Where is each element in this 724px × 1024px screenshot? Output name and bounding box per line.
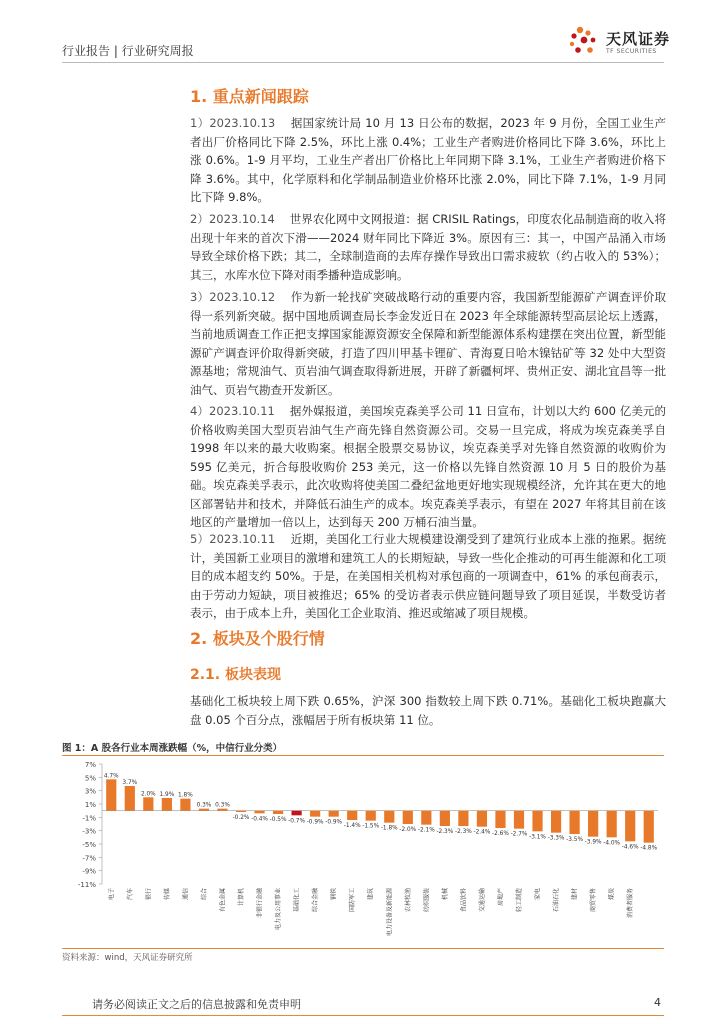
bar xyxy=(625,811,635,842)
bar xyxy=(384,811,394,823)
data-label: 1.8% xyxy=(178,792,193,799)
news-date: 4）2023.10.11 xyxy=(190,404,275,418)
figure-source: 资料来源：wind，天风证券研究所 xyxy=(62,953,193,963)
bar xyxy=(236,811,246,812)
x-tick-label: 传媒 xyxy=(163,888,171,901)
x-tick-label: 钢铁 xyxy=(330,888,338,901)
section-1-title: 1. 重点新闻跟踪 xyxy=(190,87,309,106)
figure-bottom-rule xyxy=(62,948,664,949)
bar xyxy=(347,811,357,820)
x-tick-label: 轻工制造 xyxy=(516,888,523,913)
bar xyxy=(125,786,135,811)
news-date: 5）2023.10.11 xyxy=(190,532,276,546)
x-tick-label: 商贸零售 xyxy=(590,888,598,913)
bar xyxy=(106,779,116,810)
news-item-5 xyxy=(190,530,666,623)
news-text: 作为新一轮找矿突破战略行动的重要内容，我国新型能源矿产调查评价取得一系列新突破。据中国地质调查局长李金发近日在 2023 年全球能源转型高层论坛上透露，当前地质调查工作正把支撑国家能源资源安全保障和新型能源体系构建摆在突出位置，新型能源矿产调查评价取得新突破，打造了四川甲基卡锂矿、青海夏日哈木镍钴矿等 32 处中大型资源基地；常规油气、页岩油气调查取得新进展，开辟了新疆柯坪、贵州正安、湖北宜昌等一批油气、页岩气勘查开发新区。 xyxy=(190,290,667,397)
data-label: -3.5% xyxy=(566,837,584,843)
bar xyxy=(607,811,617,838)
bar xyxy=(199,809,209,811)
page-header xyxy=(0,0,724,70)
bar xyxy=(440,811,450,826)
footer-divider xyxy=(62,1015,664,1016)
x-tick-label: 石油石化 xyxy=(553,888,561,913)
data-label: -1.5% xyxy=(362,823,380,830)
bar xyxy=(421,811,431,825)
section-2-summary: 基础化工板块较上周下跌 0.65%，沪深 300 指数较上周下跌 0.71%。基础化工板块跑赢大盘 0.05 个百分点，涨幅居于所有板块第 11 位。 xyxy=(190,694,666,727)
data-label: -2.3% xyxy=(436,829,454,835)
bar xyxy=(532,811,542,832)
data-label: 0.3% xyxy=(196,802,212,809)
news-text: 世界农化网中文网报道：据 CRISIL Ratings，印度农化品制造商的收入将出现十年来的首次下滑——2024 财年同比下降近 3%。原因有三：其一，中国产品涌入市场导致全球价格下跌；其二，全球制造商的去库存操作导致出口需求疲软（约占收入的 53%）；其三，水库水位下降对雨季播种造成影响。 xyxy=(190,212,666,282)
header-divider xyxy=(62,62,664,63)
bar xyxy=(366,811,376,821)
bar xyxy=(273,811,283,814)
data-label: -4.8% xyxy=(640,845,658,852)
data-label: -0.9% xyxy=(306,819,324,826)
data-label: 3.7% xyxy=(122,780,138,786)
x-tick-label: 汽车 xyxy=(126,888,134,901)
x-tick-label: 银行 xyxy=(145,888,153,901)
x-tick-label: 交通运输 xyxy=(478,888,486,913)
data-label: -4.0% xyxy=(603,840,621,847)
x-tick-label: 通信 xyxy=(182,888,190,901)
x-tick-label: 综合 xyxy=(200,888,208,901)
data-label: -2.0% xyxy=(399,827,417,833)
report-type-label: 行业报告 | 行业研究周报 xyxy=(62,44,194,58)
x-tick-label: 电子 xyxy=(108,888,116,901)
data-label: -3.9% xyxy=(584,839,602,846)
x-tick-label: 有色金属 xyxy=(219,888,227,913)
x-tick-label: 非银行金融 xyxy=(256,888,264,919)
x-tick-label: 计算机 xyxy=(238,888,245,907)
news-text: 近期，美国化工行业大规模建设潮受到了建筑行业成本上涨的拖累。据统计，美国新工业项目的激增和建筑工人的长期短缺，导致一些化企推动的可再生能源和化工项目的成本超支约 50%。于是，在美国相关机构对承包商的一项调查中，61% 的承包商表示，由于劳动力短缺，项目被推迟；65% 的受访者表示供应链问题导致了项目延误，半数受访者表示，由于成本上升，美国化工企业取消、推迟或缩减了项目规模。 xyxy=(190,532,667,620)
data-label: -0.9% xyxy=(325,819,343,826)
data-label: -0.4% xyxy=(251,816,268,823)
news-date: 3）2023.10.12 xyxy=(190,290,276,304)
x-tick-label: 综合金融 xyxy=(312,888,320,913)
page-number: 4 xyxy=(654,996,661,1009)
logo-subtext: TF SECURITIES xyxy=(606,48,657,55)
bar xyxy=(143,797,153,810)
x-tick-label: 基础化工 xyxy=(293,888,301,913)
news-text: 据国家统计局 10 月 13 日公布的数据，2023 年 9 月份，全国工业生产者出厂价格同比下降 2.5%，环比上涨 0.4%；工业生产者购进价格同比下降 3.6%，环比上涨 0.6%。1-9 月平均，工业生产者出厂价格比上年同期下降 3.1%，工业生产者购进价格下降 3.6%。其中，化学原料和化学制品制造业价格环比涨 2.0%，同比下降 7.1%，1-9 月同比下降 9.8%。 xyxy=(190,116,667,204)
data-label: -2.3% xyxy=(454,829,472,835)
bar xyxy=(644,811,654,843)
y-tick-label: -1% xyxy=(82,814,96,823)
bar xyxy=(329,811,339,817)
bar xyxy=(588,811,598,837)
bar xyxy=(254,811,264,814)
section-2-title: 2. 板块及个股行情 xyxy=(190,629,325,648)
data-label: -1.8% xyxy=(380,825,398,832)
y-tick-label: 1% xyxy=(84,801,96,809)
bar xyxy=(292,811,302,816)
industry-returns-bar-chart xyxy=(62,756,664,946)
x-tick-label: 国防军工 xyxy=(349,888,357,913)
data-label: 2.0% xyxy=(140,791,156,798)
data-label: -4.6% xyxy=(621,844,639,851)
y-tick-label: -5% xyxy=(82,841,96,849)
data-label: 1.9% xyxy=(159,792,175,798)
data-label: -3.3% xyxy=(547,835,565,842)
data-label: -0.2% xyxy=(232,815,250,821)
x-tick-label: 房地产 xyxy=(497,888,505,907)
x-tick-label: 电力及公用事业 xyxy=(275,888,283,931)
bar xyxy=(477,811,487,827)
bar xyxy=(162,798,172,811)
x-tick-label: 农林牧渔 xyxy=(404,888,412,913)
data-label: -3.1% xyxy=(529,834,546,841)
tf-logo-icon xyxy=(566,24,602,58)
data-label: 0.3% xyxy=(215,802,230,809)
x-tick-label: 煤炭 xyxy=(608,888,616,901)
figure-title: 图 1：A 股各行业本周涨跌幅（%，中信行业分类） xyxy=(62,743,283,754)
data-label: -0.5% xyxy=(269,817,287,823)
section-2-1-title: 2.1. 板块表现 xyxy=(190,667,281,683)
news-item-4 xyxy=(190,402,666,532)
data-label: 4.7% xyxy=(103,773,119,780)
x-tick-label: 纺织服装 xyxy=(423,888,431,913)
data-label: -1.4% xyxy=(343,823,361,829)
x-tick-label: 消费者服务 xyxy=(627,888,635,919)
x-tick-label: 家电 xyxy=(534,888,542,901)
y-tick-label: 7% xyxy=(84,761,96,769)
bar xyxy=(217,809,227,811)
data-label: -2.1% xyxy=(417,827,435,834)
bar xyxy=(310,811,320,817)
bar xyxy=(570,811,580,834)
footer-disclaimer: 请务必阅读正文之后的信息披露和免责申明 xyxy=(92,998,301,1011)
news-item-1 xyxy=(190,114,666,207)
news-date: 1）2023.10.13 xyxy=(190,116,276,130)
bar xyxy=(403,811,413,824)
bar xyxy=(551,811,561,833)
data-label: -2.6% xyxy=(492,831,509,837)
y-tick-label: -11% xyxy=(77,881,96,889)
x-tick-label: 建筑 xyxy=(367,888,375,901)
x-tick-label: 机械 xyxy=(441,888,449,901)
company-logo xyxy=(566,24,676,58)
data-label: -0.7% xyxy=(288,818,306,825)
bar xyxy=(495,811,505,828)
y-tick-label: -3% xyxy=(82,827,96,836)
x-tick-label: 电力设备及新能源 xyxy=(386,888,394,937)
news-item-3 xyxy=(190,288,666,399)
y-tick-label: -7% xyxy=(82,854,96,863)
x-tick-label: 建材 xyxy=(571,888,579,901)
logo-text: 天风证券 xyxy=(606,30,671,48)
x-tick-label: 食品饮料 xyxy=(460,888,468,913)
bar xyxy=(180,799,190,811)
data-label: -2.7% xyxy=(510,831,528,838)
y-tick-label: 3% xyxy=(84,787,96,796)
y-tick-label: 5% xyxy=(84,774,96,783)
data-label: -2.4% xyxy=(473,829,491,836)
y-tick-label: -9% xyxy=(82,867,96,876)
news-item-2 xyxy=(190,210,666,284)
bar xyxy=(514,811,524,829)
news-date: 2）2023.10.14 xyxy=(190,212,275,226)
news-text: 据外媒报道，美国埃克森美孚公司 11 日宣布，计划以大约 600 亿美元的价格收购美国大型页岩油气生产商先锋自然资源公司。交易一旦完成，将成为埃克森美孚自 1998 年以来的最大收购案。根据全股票交易协议，埃克森美孚对先锋自然资源的收购价为 595 亿美元，折合每股收购价 253 美元，这一价格以先锋自然资源 10 月 5 日的股价为基础。埃克森美孚表示，此次收购将使美国二叠纪盆地更好地实现规模经济，允许其在更大的地区部署钻井和技术，并降低石油生产的成本。埃克森美孚表示，有望在 2027 年将其目前在该地区的产量增加一倍以上，达到每天 200 万桶石油当量。 xyxy=(190,404,667,529)
bar xyxy=(458,811,468,826)
